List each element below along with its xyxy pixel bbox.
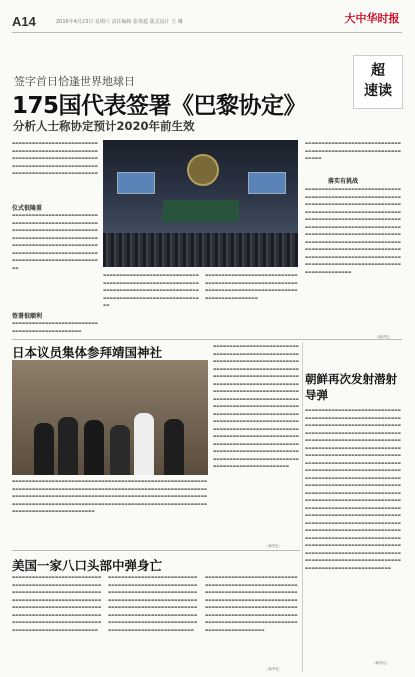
story3-body-2: ▬▬▬▬▬▬▬▬▬▬▬▬▬▬▬▬▬▬▬▬▬▬▬▬▬▬▬▬▬▬▬▬▬▬▬▬▬▬▬▬▬▬▬▬▬▬▬▬▬▬▬▬▬▬▬▬▬▬▬▬▬▬▬▬▬▬▬▬▬▬▬▬▬▬▬▬▬▬▬▬▬▬▬▬▬▬▬▬▬▬▬▬▬▬▬▬▬▬▬▬▬▬▬▬▬▬▬▬▬▬▬▬▬▬▬▬▬▬▬▬▬▬▬▬▬▬▬▬▬▬▬▬▬▬▬▬▬▬▬▬▬▬▬▬▬▬▬▬▬▬▬▬▬▬▬▬▬▬▬▬▬▬▬▬▬▬▬▬▬▬▬▬▬▬▬▬▬▬▬▬▬▬▬▬▬▬▬▬▬▬▬▬▬▬▬▬▬▬▬▬▬▬▬▬▬▬▬▬▬▬▬▬▬▬▬	[108, 575, 198, 632]
section-heading-challenges: 落实有挑战	[328, 178, 359, 185]
podium	[163, 200, 239, 222]
lead-kicker: 签字首日恰逢世界地球日	[14, 75, 135, 88]
un-emblem-icon	[187, 154, 219, 186]
author-tag-4: （新华社）	[372, 661, 390, 665]
lead-body-6: ▬▬▬▬▬▬▬▬▬▬▬▬▬▬▬▬▬▬▬▬▬▬▬▬▬▬▬▬▬▬▬▬▬▬▬▬▬▬▬▬▬▬▬▬▬▬▬▬▬▬▬▬▬▬▬▬▬▬▬▬▬▬▬	[305, 141, 401, 160]
audience	[103, 233, 298, 267]
lead-subheadline: 分析人士称协定预计2020年前生效	[13, 119, 195, 133]
author-tag-3: （新华社）	[265, 667, 283, 671]
screen-right	[248, 172, 286, 194]
story2-body-2: ▬▬▬▬▬▬▬▬▬▬▬▬▬▬▬▬▬▬▬▬▬▬▬▬▬▬▬▬▬▬▬▬▬▬▬▬▬▬▬▬▬▬▬▬▬▬▬▬▬▬▬▬▬▬▬▬▬▬▬▬▬▬▬▬▬▬▬▬▬▬▬▬▬▬▬▬▬▬▬▬▬▬▬▬▬▬▬▬▬▬▬▬▬▬▬▬▬▬▬▬▬▬▬▬▬▬▬▬▬▬▬▬▬▬▬▬▬▬▬▬▬▬▬▬▬▬▬▬▬▬▬▬▬▬▬▬▬▬▬▬▬▬▬▬▬▬▬▬▬▬▬▬▬▬▬▬▬▬▬▬▬▬▬▬▬▬▬▬▬▬▬▬▬▬▬▬▬▬▬▬▬▬▬▬▬▬▬▬▬▬▬▬▬▬▬▬▬▬▬▬▬▬▬▬▬▬▬▬▬▬▬▬▬▬▬▬▬▬▬▬▬▬▬▬▬▬▬▬▬▬▬▬▬▬▬▬▬▬▬▬▬▬▬▬▬▬▬▬▬▬▬▬▬▬▬▬▬▬▬▬▬▬▬▬▬▬▬▬▬▬▬▬▬▬▬▬▬▬▬▬▬▬▬▬▬▬▬▬▬▬▬▬▬▬▬▬▬▬▬▬▬▬▬▬▬▬▬▬▬▬▬▬▬▬▬▬▬▬▬▬▬▬▬▬▬▬▬▬▬▬▬▬▬▬▬▬▬▬▬▬▬▬▬▬▬▬▬▬▬▬▬▬▬▬▬▬▬▬▬▬▬▬▬▬▬▬▬▬▬▬▬▬▬▬▬▬▬▬▬▬▬▬▬▬▬▬▬▬▬▬▬▬▬▬▬▬▬▬▬▬▬▬▬▬▬▬▬▬▬▬▬▬▬▬▬▬▬▬▬▬▬▬▬▬▬▬▬▬▬▬▬▬▬▬▬▬▬▬▬	[213, 344, 299, 468]
figure-1	[34, 423, 54, 475]
column-divider	[302, 342, 303, 672]
screen-left	[117, 172, 155, 194]
express-read-badge	[353, 55, 403, 109]
story2-headline: 日本议员集体参拜靖国神社	[12, 345, 163, 360]
lead-body-1: ▬▬▬▬▬▬▬▬▬▬▬▬▬▬▬▬▬▬▬▬▬▬▬▬▬▬▬▬▬▬▬▬▬▬▬▬▬▬▬▬▬▬▬▬▬▬▬▬▬▬▬▬▬▬▬▬▬▬▬▬▬▬▬▬▬▬▬▬▬▬▬▬▬▬▬▬▬▬▬▬▬▬▬▬▬▬▬▬▬▬▬▬▬▬▬▬▬▬▬▬▬▬▬▬▬▬▬▬▬▬▬▬▬▬▬▬▬▬▬▬▬▬▬▬▬▬▬▬▬▬	[12, 141, 98, 175]
section-heading-ceremony: 仪式很隆重	[12, 205, 43, 212]
lead-photo-un-assembly	[103, 140, 298, 267]
lead-body-7: ▬▬▬▬▬▬▬▬▬▬▬▬▬▬▬▬▬▬▬▬▬▬▬▬▬▬▬▬▬▬▬▬▬▬▬▬▬▬▬▬▬▬▬▬▬▬▬▬▬▬▬▬▬▬▬▬▬▬▬▬▬▬▬▬▬▬▬▬▬▬▬▬▬▬▬▬▬▬▬▬▬▬▬▬▬▬▬▬▬▬▬▬▬▬▬▬▬▬▬▬▬▬▬▬▬▬▬▬▬▬▬▬▬▬▬▬▬▬▬▬▬▬▬▬▬▬▬▬▬▬▬▬▬▬▬▬▬▬▬▬▬▬▬▬▬▬▬▬▬▬▬▬▬▬▬▬▬▬▬▬▬▬▬▬▬▬▬▬▬▬▬▬▬▬▬▬▬▬▬▬▬▬▬▬▬▬▬▬▬▬▬▬▬▬▬▬▬▬▬▬▬▬▬▬▬▬▬▬▬▬▬▬▬▬▬▬▬▬▬▬▬▬▬▬▬▬▬▬▬▬▬▬▬▬▬▬▬▬▬▬▬▬▬▬▬▬▬▬▬▬▬▬▬▬▬▬▬▬▬▬▬▬▬▬▬▬▬▬▬▬▬▬▬▬▬▬▬▬▬▬▬▬▬▬▬▬▬▬▬▬▬▬▬▬▬▬▬▬▬▬▬▬▬▬▬▬▬▬▬▬▬▬▬▬▬▬▬▬▬▬▬▬▬▬▬▬▬▬▬▬▬▬▬	[305, 187, 401, 274]
figure-3	[84, 420, 104, 475]
lead-body-3: ▬▬▬▬▬▬▬▬▬▬▬▬▬▬▬▬▬▬▬▬▬▬▬▬▬▬▬▬▬▬▬▬▬▬▬▬▬▬▬▬▬▬▬▬▬▬▬	[12, 321, 98, 333]
page-number: A14	[12, 14, 36, 29]
newspaper-logo: 大中华时报	[344, 12, 400, 25]
author-tag-2: （新华社）	[265, 544, 283, 548]
story3-body-1: ▬▬▬▬▬▬▬▬▬▬▬▬▬▬▬▬▬▬▬▬▬▬▬▬▬▬▬▬▬▬▬▬▬▬▬▬▬▬▬▬▬▬▬▬▬▬▬▬▬▬▬▬▬▬▬▬▬▬▬▬▬▬▬▬▬▬▬▬▬▬▬▬▬▬▬▬▬▬▬▬▬▬▬▬▬▬▬▬▬▬▬▬▬▬▬▬▬▬▬▬▬▬▬▬▬▬▬▬▬▬▬▬▬▬▬▬▬▬▬▬▬▬▬▬▬▬▬▬▬▬▬▬▬▬▬▬▬▬▬▬▬▬▬▬▬▬▬▬▬▬▬▬▬▬▬▬▬▬▬▬▬▬▬▬▬▬▬▬▬▬▬▬▬▬▬▬▬▬▬▬▬▬▬▬▬▬▬▬▬▬▬▬▬▬▬▬▬▬▬▬▬▬▬▬▬▬▬▬▬▬▬▬▬▬▬	[12, 575, 102, 632]
figure-2	[58, 417, 78, 475]
lead-body-4: ▬▬▬▬▬▬▬▬▬▬▬▬▬▬▬▬▬▬▬▬▬▬▬▬▬▬▬▬▬▬▬▬▬▬▬▬▬▬▬▬▬▬▬▬▬▬▬▬▬▬▬▬▬▬▬▬▬▬▬▬▬▬▬▬▬▬▬▬▬▬▬▬▬▬▬▬▬▬▬▬▬▬▬▬▬▬▬▬▬▬▬▬▬▬▬▬▬▬▬▬▬▬▬▬▬▬▬▬▬▬▬▬▬▬▬▬▬▬	[103, 273, 199, 307]
page-header	[12, 8, 402, 33]
badge-line-2: 速读	[364, 83, 392, 99]
story3-headline: 美国一家八口头部中弹身亡	[12, 558, 163, 573]
priest-figure	[134, 413, 154, 475]
story4-body: ▬▬▬▬▬▬▬▬▬▬▬▬▬▬▬▬▬▬▬▬▬▬▬▬▬▬▬▬▬▬▬▬▬▬▬▬▬▬▬▬▬▬▬▬▬▬▬▬▬▬▬▬▬▬▬▬▬▬▬▬▬▬▬▬▬▬▬▬▬▬▬▬▬▬▬▬▬▬▬▬▬▬▬▬▬▬▬▬▬▬▬▬▬▬▬▬▬▬▬▬▬▬▬▬▬▬▬▬▬▬▬▬▬▬▬▬▬▬▬▬▬▬▬▬▬▬▬▬▬▬▬▬▬▬▬▬▬▬▬▬▬▬▬▬▬▬▬▬▬▬▬▬▬▬▬▬▬▬▬▬▬▬▬▬▬▬▬▬▬▬▬▬▬▬▬▬▬▬▬▬▬▬▬▬▬▬▬▬▬▬▬▬▬▬▬▬▬▬▬▬▬▬▬▬▬▬▬▬▬▬▬▬▬▬▬▬▬▬▬▬▬▬▬▬▬▬▬▬▬▬▬▬▬▬▬▬▬▬▬▬▬▬▬▬▬▬▬▬▬▬▬▬▬▬▬▬▬▬▬▬▬▬▬▬▬▬▬▬▬▬▬▬▬▬▬▬▬▬▬▬▬▬▬▬▬▬▬▬▬▬▬▬▬▬▬▬▬▬▬▬▬▬▬▬▬▬▬▬▬▬▬▬▬▬▬▬▬▬▬▬▬▬▬▬▬▬▬▬▬▬▬▬▬▬▬▬▬▬▬▬▬▬▬▬▬▬▬▬▬▬▬▬▬▬▬▬▬▬▬▬▬▬▬▬▬▬▬▬▬▬▬▬▬▬▬▬▬▬▬▬▬▬▬▬▬▬▬▬▬▬▬▬▬▬▬▬▬▬▬▬▬▬▬▬▬▬▬▬▬▬▬▬▬▬▬▬▬▬▬▬▬▬▬▬▬▬▬▬▬▬▬▬▬▬▬▬▬▬▬▬▬▬▬▬▬▬▬▬▬▬▬▬▬▬▬▬▬▬▬▬▬▬▬▬▬▬▬▬▬▬▬▬▬▬▬▬▬▬▬▬▬▬▬▬▬▬▬▬▬▬▬▬▬▬▬▬▬▬▬▬▬▬▬▬▬▬▬▬▬▬▬▬▬▬▬▬▬▬▬▬▬▬▬▬▬▬▬▬▬▬▬▬▬▬▬▬▬▬▬▬▬▬▬▬▬▬▬▬▬▬▬▬▬▬▬▬▬▬▬▬▬▬▬▬▬▬▬▬▬▬▬▬▬▬▬▬▬▬▬▬▬▬▬▬▬▬▬▬▬▬▬▬▬▬▬▬▬▬▬▬▬▬▬▬▬▬▬▬▬▬▬▬▬▬▬▬▬▬▬▬▬▬▬▬▬▬▬▬▬▬▬▬▬▬▬	[305, 408, 401, 570]
badge-line-1: 超	[371, 63, 385, 79]
lead-body-2: ▬▬▬▬▬▬▬▬▬▬▬▬▬▬▬▬▬▬▬▬▬▬▬▬▬▬▬▬▬▬▬▬▬▬▬▬▬▬▬▬▬▬▬▬▬▬▬▬▬▬▬▬▬▬▬▬▬▬▬▬▬▬▬▬▬▬▬▬▬▬▬▬▬▬▬▬▬▬▬▬▬▬▬▬▬▬▬▬▬▬▬▬▬▬▬▬▬▬▬▬▬▬▬▬▬▬▬▬▬▬▬▬▬▬▬▬▬▬▬▬▬▬▬▬▬▬▬▬▬▬▬▬▬▬▬▬▬▬▬▬▬▬▬▬▬▬▬▬▬▬▬▬▬▬▬▬▬▬▬▬▬▬▬▬▬▬▬▬▬▬▬▬▬▬▬▬▬▬▬▬▬▬▬▬	[12, 213, 98, 270]
story3-body-3: ▬▬▬▬▬▬▬▬▬▬▬▬▬▬▬▬▬▬▬▬▬▬▬▬▬▬▬▬▬▬▬▬▬▬▬▬▬▬▬▬▬▬▬▬▬▬▬▬▬▬▬▬▬▬▬▬▬▬▬▬▬▬▬▬▬▬▬▬▬▬▬▬▬▬▬▬▬▬▬▬▬▬▬▬▬▬▬▬▬▬▬▬▬▬▬▬▬▬▬▬▬▬▬▬▬▬▬▬▬▬▬▬▬▬▬▬▬▬▬▬▬▬▬▬▬▬▬▬▬▬▬▬▬▬▬▬▬▬▬▬▬▬▬▬▬▬▬▬▬▬▬▬▬▬▬▬▬▬▬▬▬▬▬▬▬▬▬▬▬▬▬▬▬▬▬▬▬▬▬▬▬▬▬▬▬▬▬▬▬▬▬▬▬▬▬▬▬▬▬▬▬▬▬▬▬▬▬▬▬▬▬▬▬▬	[205, 575, 298, 632]
yasukuni-photo	[12, 360, 208, 475]
figure-4	[110, 425, 130, 475]
section-heading-signing: 签署很顺利	[12, 313, 43, 320]
section-divider-1	[12, 339, 402, 340]
page-meta: 2016年4月23日 星期六 责任编辑 张贵超 版式设计 王 琳	[56, 19, 183, 25]
author-tag-1: （新华社）	[375, 335, 393, 339]
story2-body-1: ▬▬▬▬▬▬▬▬▬▬▬▬▬▬▬▬▬▬▬▬▬▬▬▬▬▬▬▬▬▬▬▬▬▬▬▬▬▬▬▬▬▬▬▬▬▬▬▬▬▬▬▬▬▬▬▬▬▬▬▬▬▬▬▬▬▬▬▬▬▬▬▬▬▬▬▬▬▬▬▬▬▬▬▬▬▬▬▬▬▬▬▬▬▬▬▬▬▬▬▬▬▬▬▬▬▬▬▬▬▬▬▬▬▬▬▬▬▬▬▬▬▬▬▬▬▬▬▬▬▬▬▬▬▬▬▬▬▬▬▬▬▬▬▬▬▬▬▬▬▬▬▬▬▬▬▬▬▬▬▬▬▬▬▬▬▬▬▬▬▬▬▬▬▬▬▬▬▬▬▬▬▬▬▬▬▬▬▬▬▬▬▬▬▬▬▬▬▬▬▬▬▬▬▬▬▬▬▬▬▬▬▬▬▬▬▬▬▬▬▬▬▬▬▬▬▬▬▬▬▬▬▬▬▬▬▬▬▬▬▬▬▬▬▬▬▬▬▬▬▬▬▬▬▬▬▬▬▬▬▬▬	[12, 479, 208, 513]
figure-6	[164, 419, 184, 475]
story4-headline: 朝鲜再次发射潜射导弹	[305, 372, 397, 402]
lead-headline: 175国代表签署《巴黎协定》	[12, 93, 307, 119]
lead-body-5: ▬▬▬▬▬▬▬▬▬▬▬▬▬▬▬▬▬▬▬▬▬▬▬▬▬▬▬▬▬▬▬▬▬▬▬▬▬▬▬▬▬▬▬▬▬▬▬▬▬▬▬▬▬▬▬▬▬▬▬▬▬▬▬▬▬▬▬▬▬▬▬▬▬▬▬▬▬▬▬▬▬▬▬▬▬▬▬▬▬▬▬▬▬▬▬▬▬▬▬▬	[205, 273, 298, 300]
section-divider-2	[12, 550, 300, 551]
